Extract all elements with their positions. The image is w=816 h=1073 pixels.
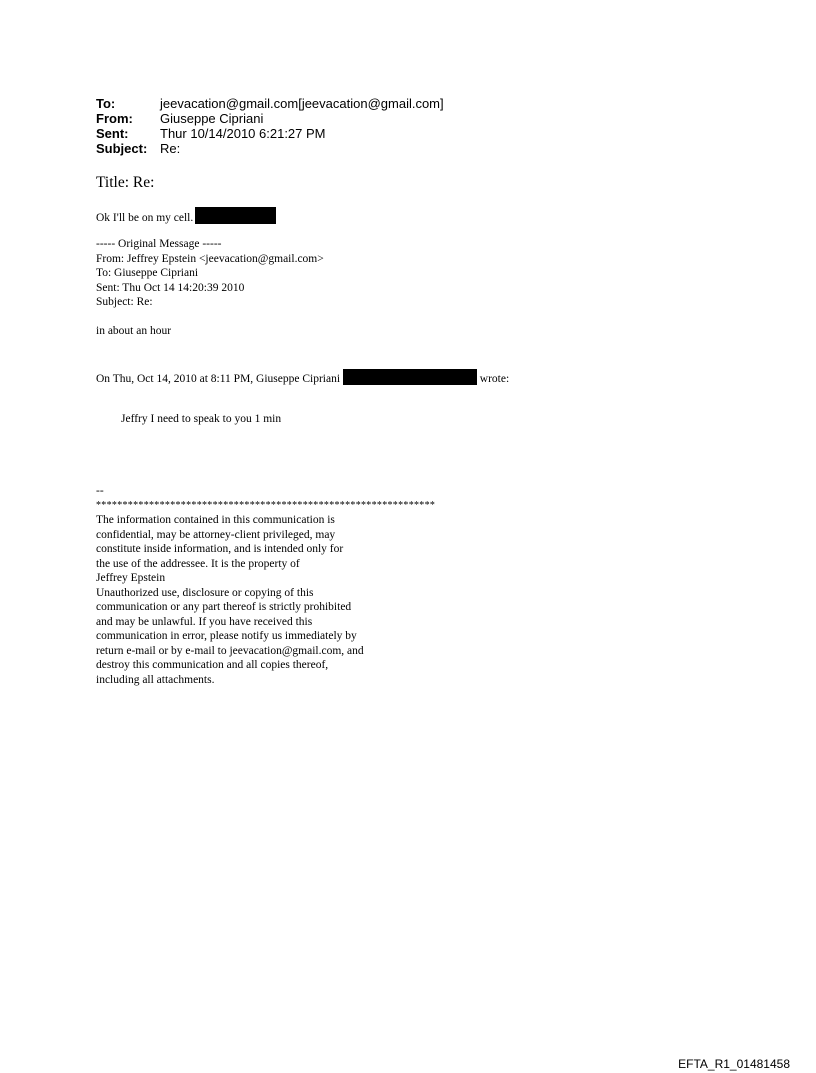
signature-stars: **************************************************************** (96, 499, 436, 511)
disclaimer-line: return e-mail or by e-mail to jeevacation@gmail.com, and (96, 644, 364, 657)
reply-text: Ok I'll be on my cell. (96, 212, 194, 224)
disclaimer-line: including all attachments. (96, 673, 215, 686)
from-row (96, 111, 444, 126)
subject-label: Subject: (96, 141, 148, 156)
original-separator: ----- Original Message ----- (96, 238, 222, 250)
disclaimer-line: Unauthorized use, disclosure or copying of this (96, 586, 314, 599)
quote-attribution (96, 369, 509, 387)
signature-dash: -- (96, 485, 104, 497)
disclaimer-line: confidential, may be attorney-client privileged, may (96, 528, 336, 541)
from-label: From: (96, 111, 133, 126)
reply-line (96, 207, 276, 226)
to-label: To: (96, 96, 116, 111)
sent-label: Sent: (96, 126, 129, 141)
attribution-suffix: wrote: (479, 373, 510, 385)
original-sent: Sent: Thu Oct 14 14:20:39 2010 (96, 281, 245, 294)
to-value: jeevacation@gmail.com[jeevacation@gmail.com] (160, 96, 444, 111)
to-row (96, 96, 444, 111)
page-title: Title: Re: (96, 174, 155, 191)
sent-row (96, 126, 444, 141)
original-from: From: Jeffrey Epstein <jeevacation@gmail.com> (96, 252, 324, 265)
from-value: Giuseppe Cipriani (160, 111, 264, 126)
disclaimer-line: and may be unlawful. If you have received this (96, 615, 313, 628)
original-subject: Subject: Re: (96, 296, 153, 308)
quoted-body: Jeffry I need to speak to you 1 min (121, 413, 282, 425)
original-to: To: Giuseppe Cipriani (96, 267, 199, 279)
redaction-box (195, 207, 276, 224)
document-id: EFTA_R1_01481458 (678, 1057, 790, 1071)
disclaimer-line: destroy this communication and all copies thereof, (96, 659, 329, 671)
disclaimer-line: communication or any part thereof is strictly prohibited (96, 601, 352, 613)
original-message (96, 237, 324, 310)
subject-row (96, 141, 444, 156)
sent-value: Thur 10/14/2010 6:21:27 PM (160, 126, 326, 141)
email-header (96, 96, 444, 156)
disclaimer-line: Jeffrey Epstein (96, 572, 166, 584)
disclaimer-line: the use of the addressee. It is the property of (96, 557, 300, 570)
subject-value: Re: (160, 141, 181, 156)
original-body: in about an hour (96, 325, 172, 337)
disclaimer-line: constitute inside information, and is intended only for (96, 543, 344, 555)
disclaimer-line: communication in error, please notify us immediately by (96, 630, 357, 642)
signature-block (96, 484, 435, 687)
redaction-box (343, 369, 477, 385)
attribution-prefix: On Thu, Oct 14, 2010 at 8:11 PM, Giuseppe Cipriani (96, 373, 341, 385)
disclaimer-line: The information contained in this communication is (96, 514, 335, 526)
